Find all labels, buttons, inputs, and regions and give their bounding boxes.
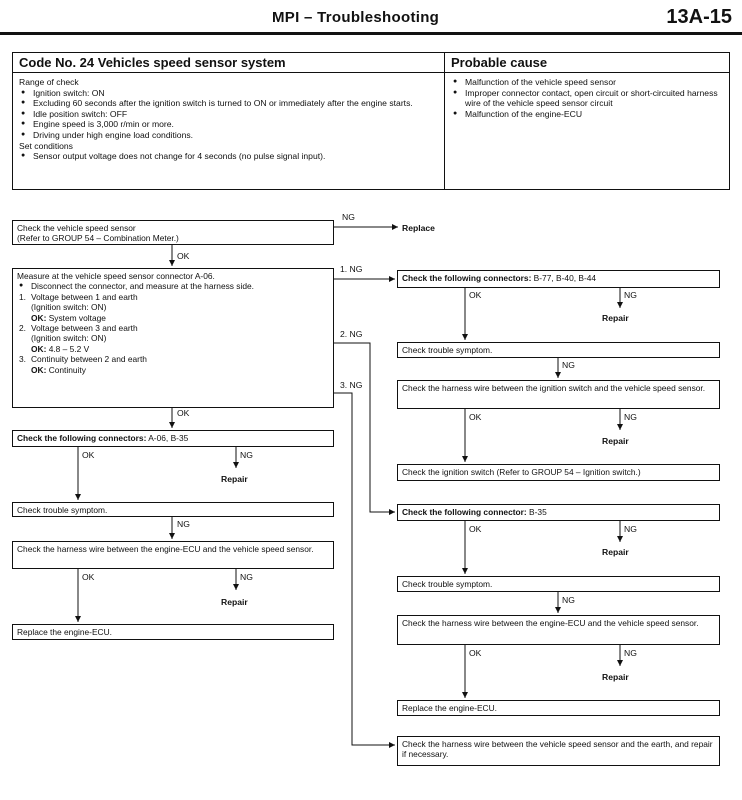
ng-label: NG: [177, 519, 190, 529]
ng-label: NG: [562, 595, 575, 605]
r3-harness-earth-box: Check the harness wire between the vehicle speed sensor and the earth, and repair if necessary.: [397, 736, 720, 766]
step-text: Continuity between 2 and earth: [31, 354, 147, 365]
ok-label: OK:: [31, 364, 47, 375]
ok-value: 4.8 – 5.2 V: [48, 343, 90, 354]
ok-label: OK: [177, 408, 190, 418]
measure-box: [12, 268, 334, 408]
ng3-label: 3. NG: [340, 380, 363, 390]
connector-list: B-35: [526, 507, 547, 517]
ok-label: OK: [82, 450, 95, 460]
r1-harness-box: Check the harness wire between the ignition switch and the vehicle speed sensor.: [397, 380, 720, 409]
cause-title: Probable cause: [445, 53, 729, 73]
repair-label: Repair: [602, 436, 629, 446]
step-condition: (Ignition switch: ON): [31, 302, 107, 313]
left-harness-box: Check the harness wire between the engine-ECU and the vehicle speed sensor.: [12, 541, 334, 569]
measure-step-3: [17, 354, 329, 375]
ng-replace-label: NG: [342, 212, 355, 222]
ok-label: OK: [469, 290, 482, 300]
left-connector-box: [12, 430, 334, 447]
cause-item: ● Improper connector contact, open circuit or short-circuited harness wire of the vehicle speed sensor circuit: [451, 88, 723, 109]
step-number: 3.: [19, 354, 26, 365]
check-sensor-line2: (Refer to GROUP 54 – Combination Meter.): [17, 233, 179, 244]
ng-label: NG: [624, 412, 637, 422]
range-item: ● Engine speed is 3,000 r/min or more.: [19, 119, 438, 130]
ok-value: System voltage: [48, 312, 106, 323]
connector-list: A-06, B-35: [146, 433, 189, 443]
replace-label: Replace: [402, 223, 435, 233]
ok-label: OK: [177, 251, 190, 261]
step-number: 1.: [19, 291, 26, 302]
cause-item: ● Malfunction of the engine-ECU: [451, 109, 723, 120]
measure-step-2: [17, 323, 329, 354]
ok-label: OK: [469, 648, 482, 658]
ok-value: Continuity: [48, 364, 86, 375]
r1-trouble-box: Check trouble symptom.: [397, 342, 720, 358]
repair-label: Repair: [221, 474, 248, 484]
measure-bullet: ● Disconnect the connector, and measure at the harness side.: [17, 281, 329, 291]
ng-label: NG: [624, 290, 637, 300]
connector-heading: Check the following connector:: [402, 507, 527, 517]
ok-label: OK:: [31, 343, 47, 354]
set-item: ● Sensor output voltage does not change for 4 seconds (no pulse signal input).: [19, 151, 438, 162]
connector-heading: Check the following connectors:: [402, 273, 532, 283]
check-sensor-box: [12, 220, 334, 245]
step-text: Voltage between 1 and earth: [31, 291, 138, 302]
code-title: Code No. 24 Vehicles speed sensor system: [13, 53, 445, 73]
measure-step-1: [17, 292, 329, 323]
connector-list: B-77, B-40, B-44: [531, 273, 597, 283]
range-item: ● Driving under high engine load conditions.: [19, 130, 438, 141]
measure-title: Measure at the vehicle speed sensor connector A-06.: [17, 271, 215, 281]
cause-item: ● Malfunction of the vehicle speed sensor: [451, 77, 723, 88]
ok-label: OK: [469, 524, 482, 534]
ok-label: OK: [469, 412, 482, 422]
step-condition: (Ignition switch: ON): [31, 333, 107, 344]
ng-label: NG: [240, 572, 253, 582]
r1-connector-box: [397, 270, 720, 288]
left-trouble-box: Check trouble symptom.: [12, 502, 334, 517]
ng-label: NG: [624, 524, 637, 534]
page-number: 13A-15: [666, 6, 732, 28]
range-label: Range of check: [19, 77, 79, 87]
ok-label: OK: [82, 572, 95, 582]
r2-connector-box: [397, 504, 720, 521]
repair-label: Repair: [602, 313, 629, 323]
step-text: Voltage between 3 and earth: [31, 323, 138, 334]
step-number: 2.: [19, 323, 26, 334]
ng-label: NG: [562, 360, 575, 370]
set-label: Set conditions: [19, 140, 73, 151]
range-item: ● Excluding 60 seconds after the ignition switch is turned to ON or immediately after the engine starts.: [19, 98, 438, 109]
ng-label: NG: [624, 648, 637, 658]
repair-label: Repair: [602, 547, 629, 557]
check-sensor-line1: Check the vehicle speed sensor: [17, 223, 136, 233]
ng2-label: 2. NG: [340, 329, 363, 339]
ng-label: NG: [240, 450, 253, 460]
range-item: ● Ignition switch: ON: [19, 88, 438, 99]
connector-heading: Check the following connectors:: [17, 433, 147, 443]
r2-harness-box: Check the harness wire between the engine-ECU and the vehicle speed sensor.: [397, 615, 720, 645]
r2-trouble-box: Check trouble symptom.: [397, 576, 720, 592]
ok-label: OK:: [31, 312, 47, 323]
r1-ignition-box: Check the ignition switch (Refer to GROUP 54 – Ignition switch.): [397, 464, 720, 481]
repair-label: Repair: [602, 672, 629, 682]
range-item: ● Idle position switch: OFF: [19, 109, 438, 120]
page-title: MPI – Troubleshooting: [272, 9, 440, 26]
repair-label: Repair: [221, 597, 248, 607]
left-replace-ecu-box: Replace the engine-ECU.: [12, 624, 334, 640]
ng1-label: 1. NG: [340, 264, 363, 274]
r2-replace-ecu-box: Replace the engine-ECU.: [397, 700, 720, 716]
